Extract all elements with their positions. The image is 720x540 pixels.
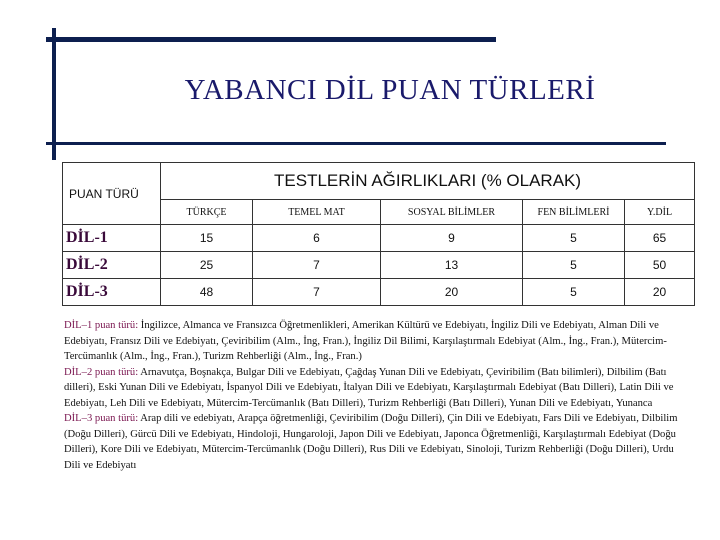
page-title: YABANCI DİL PUAN TÜRLERİ <box>184 74 596 106</box>
row-label: DİL-2 <box>63 252 161 279</box>
table-cell: 20 <box>625 279 695 306</box>
table-cell: 9 <box>381 225 523 252</box>
row-label: DİL-1 <box>63 225 161 252</box>
dil2-note-lead: DİL–2 puan türü: <box>64 366 139 378</box>
column-header-ydil: Y.DİL <box>625 200 695 225</box>
score-type-descriptions <box>64 318 692 473</box>
score-type-header: PUAN TÜRÜ <box>63 163 161 225</box>
column-header-sosyal: SOSYAL BİLİMLER <box>381 200 523 225</box>
table-cell: 48 <box>161 279 253 306</box>
table-row <box>63 252 695 279</box>
table-header-row <box>63 163 695 200</box>
table-cell: 20 <box>381 279 523 306</box>
table-cell: 7 <box>253 279 381 306</box>
dil2-note-text: Arnavutça, Boşnakça, Bulgar Dili ve Edebiyatı, Çağdaş Yunan Dili ve Edebiyatı, Çeviribilim (Batı bilimleri), Dilbilim (Batı dilleri), Eski Yunan Dili ve Edebiyatı, İspanyol Dili ve Edebiyatı, İtalyan Dili ve Edebiyatı, Karşılaştırmalı Edebiyat (Batı Dilleri), Latin Dili ve Edebiyatı, Leh Dili ve Edebiyatı, Mütercim-Tercümanlık (Batı Dilleri), Turizm Rehberliği (Batı Dilleri), Yunan Dili ve Edebiyatı, Yunanca <box>64 366 674 409</box>
table-row <box>63 225 695 252</box>
column-header-fen: FEN BİLİMLERİ <box>523 200 625 225</box>
table-row <box>63 279 695 306</box>
dil3-note-text: Arap dili ve edebiyatı, Arapça öğretmenliği, Çeviribilim (Doğu Dilleri), Çin Dili ve Edebiyatı, Fars Dili ve Edebiyatı, Dilbilim (Doğu Dilleri), Gürcü Dili ve Edebiyatı, Hindoloji, Hungaroloji, Japon Dili ve Edebiyatı, Japonca Öğretmenliği, Karşılaştırmalı Edebiyat (Doğu Dilleri), Kore Dili ve Edebiyatı, Mütercim-Tercümanlık (Doğu Dilleri), Rus Dili ve Edebiyatı, Sinoloji, Turizm Rehberliği (Doğu Dilleri), Urdu Dili ve Edebiyatı <box>64 413 678 471</box>
table-cell: 7 <box>253 252 381 279</box>
table-cell: 6 <box>253 225 381 252</box>
test-weights-header: TESTLERİN AĞIRLIKLARI (% OLARAK) <box>161 163 695 200</box>
row-label: DİL-3 <box>63 279 161 306</box>
column-header-temel-mat: TEMEL MAT <box>253 200 381 225</box>
decorative-top-bar <box>46 37 496 42</box>
dil1-note-text: İngilizce, Almanca ve Fransızca Öğretmenlikleri, Amerikan Kültürü ve Edebiyatı, İngiliz Dili ve Edebiyatı, Alman Dili ve Edebiyatı, Fransız Dili ve Edebiyatı, Çeviribilim (Alm., İng, Fran.), İngiliz Dil Bilimi, Karşılaştırmalı Edebiyat (Alm., İng., Fran.), Mütercim-Tercümanlık (Alm., İng., Fran.), Turizm Rehberliği (Alm., İng., Fran.) <box>64 320 667 362</box>
dil1-note-lead: DİL–1 puan türü: <box>64 320 139 331</box>
table-cell: 50 <box>625 252 695 279</box>
column-header-turkce: TÜRKÇE <box>161 200 253 225</box>
table-cell: 5 <box>523 279 625 306</box>
table-cell: 25 <box>161 252 253 279</box>
table-cell: 5 <box>523 225 625 252</box>
table-cell: 15 <box>161 225 253 252</box>
table-cell: 65 <box>625 225 695 252</box>
dil3-note-lead: DİL–3 puan türü: <box>64 413 139 424</box>
test-weights-table <box>62 162 695 306</box>
table-cell: 5 <box>523 252 625 279</box>
table-cell: 13 <box>381 252 523 279</box>
decorative-bottom-rule <box>46 142 666 145</box>
